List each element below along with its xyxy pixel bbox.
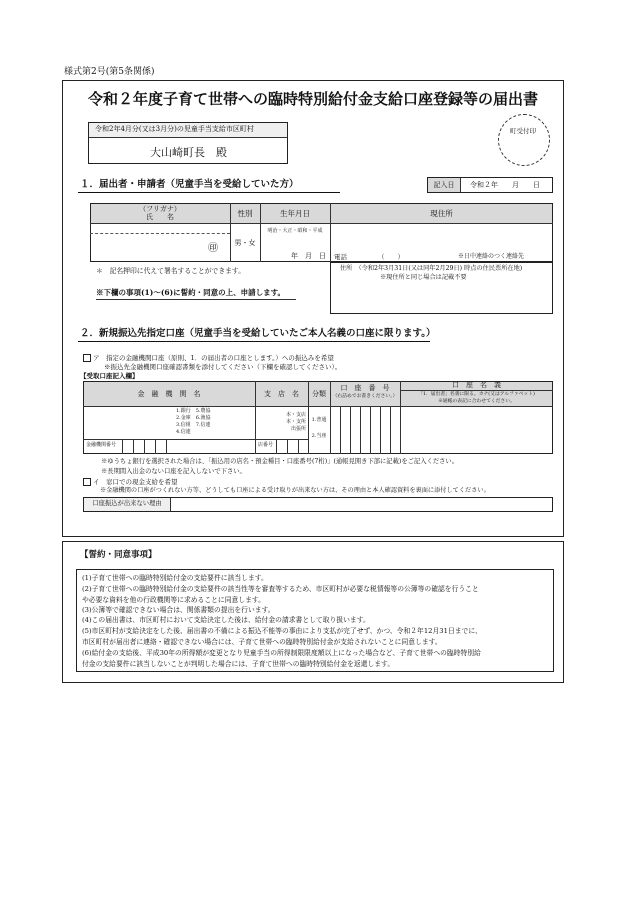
bank-type-4[interactable]: 4.信連 (176, 429, 191, 435)
signature-note: ＊ 記名押印に代えて署名することができます。 (96, 267, 245, 275)
section2-heading: ２．新規振込先指定口座（児童手当を受給していたご本人名義の口座に限ります。） (80, 328, 436, 339)
pledge-item: (1)子育て世帯への臨時特別給付金の支給要件に該当します。 (82, 574, 268, 582)
entry-date-value[interactable]: 令和２年 月 日 (470, 181, 540, 189)
branch-type-2[interactable]: 本・支所 (285, 419, 306, 425)
bank-code-field[interactable] (123, 440, 166, 453)
seal-mark: ㊞ (208, 243, 218, 254)
section1-heading: １．届出者・申請者（児童手当を受給していた方） (80, 179, 299, 190)
bank-type-1[interactable]: 1.銀行 5.農協 (176, 408, 211, 414)
closed-account-note: ※長期間入出金のない口座を記入しないで下さい。 (101, 468, 246, 475)
option-b-label[interactable]: イ 窓口での現金支給を希望 (83, 478, 178, 486)
yucho-note: ※ゆうちょ銀行を選択された場合は、「振込用の店名・預金種目・口座番号(7桁)」(通帳見開き下部に記載)をご記入ください。 (101, 458, 459, 465)
municipality-caption: 令和2年4月分(又は3月分)の児童手当支給市区町村 (95, 125, 254, 133)
option-a-checkbox[interactable] (83, 354, 91, 362)
furigana-label: （フリガナ） (139, 205, 181, 213)
birth-ymd[interactable]: 年 月 日 (291, 252, 326, 260)
pledge-item: (6)給付金の支給後、平成30年の所得額が変更となり児童手当の所得制限限度額以上になった場合など、子育て世帯への臨時特別給 (82, 649, 481, 657)
gender-label: 性別 (237, 209, 253, 218)
account-number-field[interactable] (331, 407, 399, 453)
phone-label: 電話 (334, 253, 347, 261)
pledge-item: 市区町村が届出者に連絡・確認できない場合には、子育て世帯への臨時特別給付金が支給されないことに同意します。 (82, 638, 442, 646)
pledge-item: (3)公簿等で確認できない場合は、関係書類の提出を行います。 (82, 606, 275, 614)
reception-stamp-circle (498, 114, 550, 166)
previous-address-field[interactable] (332, 285, 551, 312)
form-number: 様式第2号(第5条関係) (64, 67, 155, 77)
account-holder-field[interactable] (401, 407, 552, 453)
branch-code-label: 店番号 (258, 442, 274, 448)
bank-type-2[interactable]: 2.金庫 6.漁協 (176, 415, 211, 421)
pledge-item: (2)子育て世帯への臨時特別給付金の支給要件の該当性等を審査等するため、市区町村が必要な税情報等の公簿等の確認を行うこと (82, 585, 479, 593)
reason-field[interactable] (172, 498, 552, 511)
form-title: 令和２年度子育て世帯への臨時特別給付金支給口座登録等の届出書 (87, 90, 538, 108)
era-options[interactable]: 明治・大正・昭和・平成 (267, 228, 323, 234)
previous-address-note: ※現住所と同じ場合は記載不要 (380, 274, 467, 281)
col-account-holder: 口 座 名 義 (452, 381, 501, 389)
col-account-type: 分類 (312, 390, 326, 398)
col-branch-name: 支 店 名 (264, 390, 299, 398)
account-type-current[interactable]: 2.当座 (311, 433, 327, 439)
phone-field[interactable]: （ ） (378, 253, 404, 261)
pledge-item: 付金の支給要件に該当しないことが判明した場合には、子育て世帯への臨時特別給付金を返還します。 (82, 660, 395, 668)
bank-type-3[interactable]: 3.信組 7.信連 (176, 422, 211, 428)
address-field[interactable] (332, 224, 551, 252)
furigana-field[interactable] (92, 224, 228, 232)
name-label: 氏 名 (146, 213, 174, 221)
pledge-item: (5)市区町村が支給決定をした後、届出書の不備による振込不能等の事由により支払が完了せず、かつ、令和２年12月31日までに、 (82, 627, 482, 635)
holder-note-2: ※通帳の表記に合わせてください。 (438, 399, 515, 404)
consent-note: ※下欄の事項(1)～(6)に誓約・同意の上、申請します。 (96, 288, 286, 297)
pledge-heading: 【誓約・同意事項】 (80, 550, 157, 560)
account-number-note: （右詰めでお書きください。） (332, 394, 398, 399)
entry-date-label: 記入日 (433, 181, 455, 189)
previous-address-label: 住所 （令和2年3月31日(又は同年2月29日) 時点の住民票所在地) (340, 265, 523, 272)
pledge-item: (4)この届出書は、市区町村において支給決定した後は、給付金の請求書として取り扱います。 (82, 616, 370, 624)
address-label: 現住所 (430, 209, 453, 218)
reception-stamp-label: 町受付印 (510, 127, 536, 135)
account-type-ordinary[interactable]: 1.普通 (311, 417, 327, 423)
option-b-checkbox[interactable] (83, 478, 91, 486)
branch-type-3[interactable]: 出張所 (290, 426, 306, 432)
bank-name-field[interactable] (85, 408, 173, 436)
bank-code-label: 金融機関番号 (86, 442, 117, 448)
reason-label: 口座振込が出来ない理由 (92, 500, 162, 507)
pledge-item: や必要な資料を他の行政機関等に求めることに同意します。 (82, 596, 265, 604)
addressee: 大山崎町長 殿 (150, 146, 227, 159)
holder-note-1: 「1．届出者」名義に限る。カナ(又はアルファベット) (418, 392, 535, 397)
birth-label: 生年月日 (280, 209, 310, 218)
col-bank-name: 金 融 機 関 名 (137, 390, 201, 398)
bank-info-label: 【受取口座記入欄】 (80, 372, 139, 380)
branch-code-field[interactable] (277, 440, 307, 453)
option-a-note: ※振込先金融機関口座確認書類を添付してください（下欄を確認してください）。 (104, 363, 342, 371)
gender-value[interactable]: 男・女 (234, 239, 256, 247)
branch-type-1[interactable]: 本・支店 (285, 412, 306, 418)
option-b-note: ※金融機関の口座がつくれない方等、どうしても口座による受け取りが出来ない方は、その理由と本人確認資料を裏面に添付してください。 (100, 487, 490, 494)
col-account-number: 口 座 番 号 (340, 384, 390, 392)
phone-note: ※日中連絡のつく連絡先 (458, 253, 525, 260)
option-a-label[interactable]: ア 指定の金融機関口座（原則、1．の届出者の口座とします。）への振込みを希望 (83, 354, 334, 362)
